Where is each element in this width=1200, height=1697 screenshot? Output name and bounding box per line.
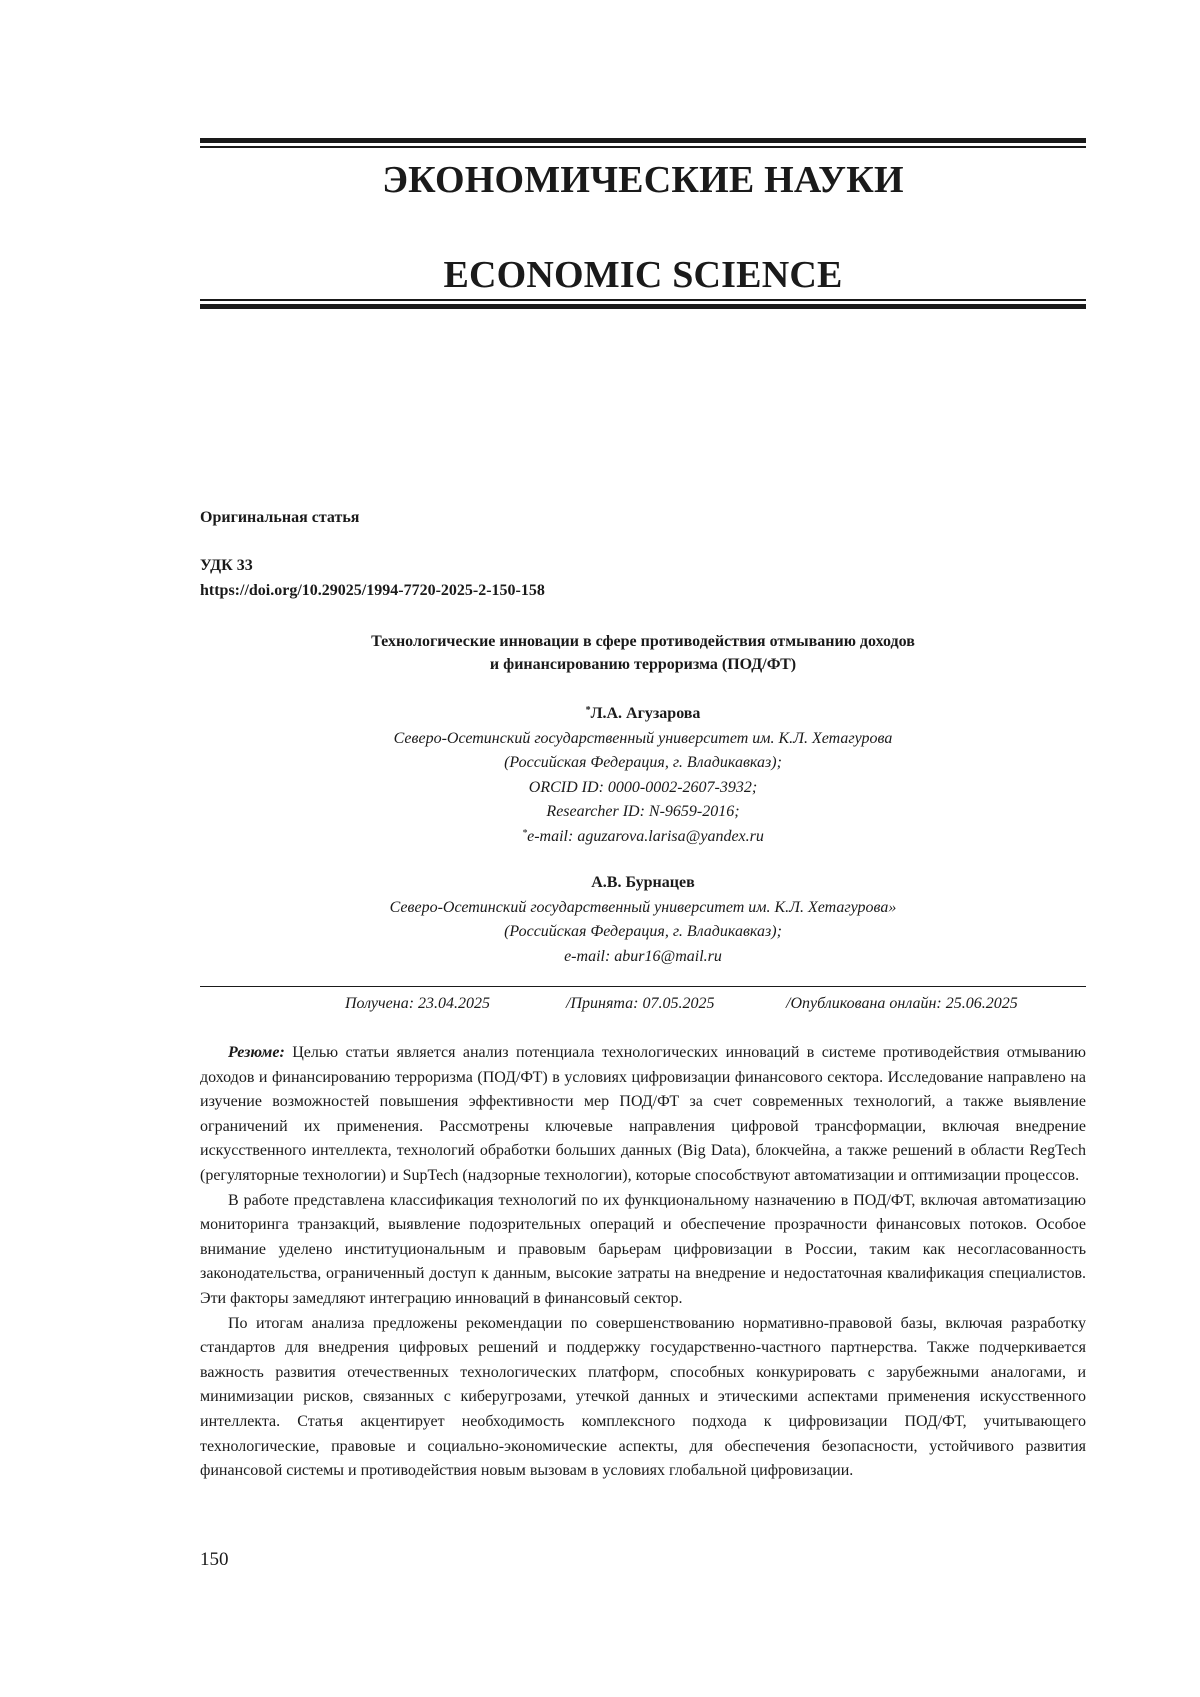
author-affiliation: Северо-Осетинский государственный университет им. К.Л. Хетагурова» [389, 898, 897, 916]
section-title-en: ECONOMIC SCIENCE [443, 254, 843, 296]
section-title-ru: ЭКОНОМИЧЕСКИЕ НАУКИ [382, 159, 904, 201]
author-location: (Российская Федерация, г. Владикавказ); [504, 923, 782, 940]
abstract-paragraph: Резюме: Целью статьи является анализ потенциала технологических инноваций в системе противодействия отмыванию доходов и финансированию терроризма (ПОД/ФТ) в условиях цифровизации финансового сектора. Исследование направлено на изучение возможностей повышения эффективности мер ПОД/ФТ за счет современных технологий, а также выявление ограничений их применения. Рассмотрены ключевые направления цифровой трансформации, включая внедрение искусственного интеллекта, технологий обработки больших данных (Big Data), блокчейна, а также решений в области RegTech (регуляторные технологии) и SupTech (надзорные технологии), которые способствуют автоматизации и оптимизации процессов. [200, 1044, 1087, 1184]
author-location: (Российская Федерация, г. Владикавказ); [504, 754, 782, 771]
abstract-label: Резюме: [228, 1044, 285, 1061]
author-block-2 [200, 871, 1086, 969]
abstract [200, 1041, 1086, 1484]
date-accepted: /Принята: 07.05.2025 [566, 995, 715, 1012]
article-type: Оригинальная статья [200, 509, 360, 526]
bottom-double-rule [200, 299, 1086, 309]
author-orcid: ORCID ID: 0000-0002-2607-3932; [528, 778, 758, 796]
author-block-1 [200, 702, 1086, 849]
author-affiliation: Северо-Осетинский государственный университет им. К.Л. Хетагурова [393, 729, 893, 747]
email-star: * [522, 827, 528, 839]
date-published: /Опубликована онлайн: 25.06.2025 [786, 995, 1018, 1012]
abstract-paragraph: В работе представлена классификация технологий по их функциональному назначению в ПОД/ФТ, включая автоматизацию мониторинга транзакций, выявление подозрительных операций и обеспечение прозрачности финансовых потоков. Особое внимание уделено институциональным и правовым барьерам цифровизации в России, таким как несогласованность законодательства, ограниченный доступ к данным, высокие затраты на внедрение и недостаточная квалификация специалистов. Эти факторы замедляют интеграцию инноваций в финансовый сектор. [200, 1191, 1086, 1307]
author-researcher-id: Researcher ID: N-9659-2016; [546, 803, 740, 820]
divider [200, 986, 1086, 987]
page-number: 150 [200, 1549, 229, 1570]
author-star: * [585, 705, 591, 716]
doi-link[interactable]: https://doi.org/10.29025/1994-7720-2025-2-150-158 [200, 582, 545, 599]
date-received: Получена: 23.04.2025 [345, 995, 491, 1012]
author-name: *Л.А. Агузарова [585, 705, 701, 722]
author-email[interactable]: e-mail: abur16@mail.ru [564, 947, 722, 965]
top-double-rule [200, 138, 1086, 148]
article-title [200, 630, 1086, 676]
author-email[interactable]: *e-mail: aguzarova.larisa@yandex.ru [522, 827, 764, 845]
udk-code: УДК 33 [200, 557, 253, 574]
author-name: А.В. Бурнацев [591, 874, 695, 891]
abstract-paragraph: По итогам анализа предложены рекомендации по совершенствованию нормативно-правовой базы, включая разработку стандартов для внедрения цифровых решений и поддержку государственно-частного партнерства. Также подчеркивается важность развития отечественных технологических платформ, способных конкурировать с зарубежными аналогами, и минимизации рисков, связанных с киберугрозами, утечкой данных и этическими аспектами применения искусственного интеллекта. Статья акцентирует необходимость комплексного подхода к цифровизации ПОД/ФТ, учитывающего технологические, правовые и социально-экономические аспекты, для обеспечения безопасности, устойчивого развития финансовой системы и противодействия новым вызовам в условиях глобальной цифровизации. [200, 1314, 1086, 1480]
article-title-line2: и финансированию терроризма (ПОД/ФТ) [489, 656, 797, 673]
article-title-line1: Технологические инновации в сфере противодействия отмыванию доходов [371, 633, 915, 650]
